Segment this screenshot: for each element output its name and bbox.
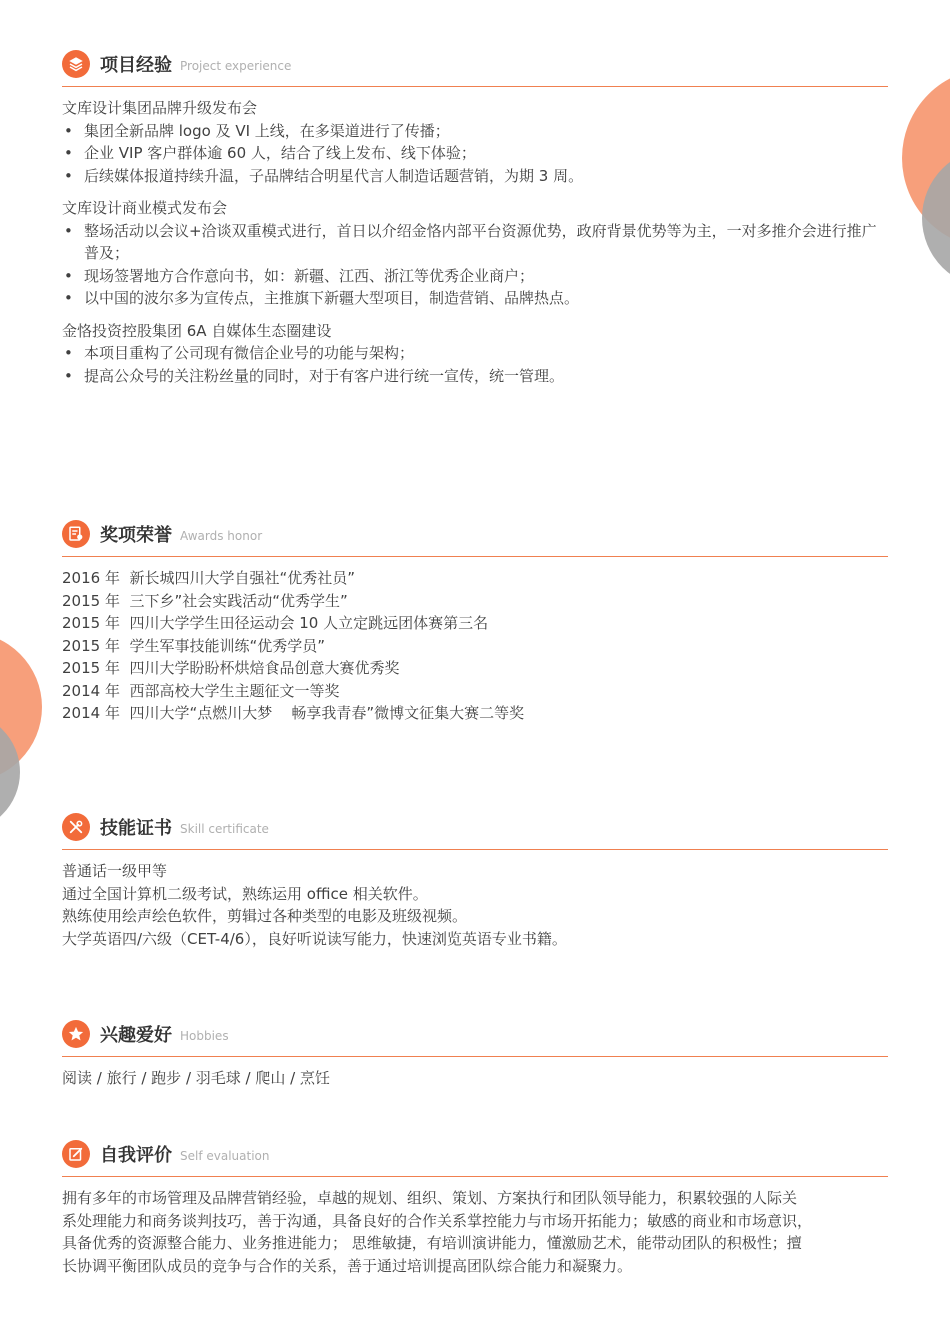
paragraph-line: 长协调平衡团队成员的竞争与合作的关系，善于通过培训提高团队综合能力和凝聚力。 bbox=[62, 1256, 633, 1275]
tools-icon bbox=[62, 813, 90, 841]
project-name: 金恪投资控股集团 6A 自媒体生态圈建设 bbox=[62, 321, 332, 340]
awards-list bbox=[62, 567, 888, 725]
section-title: 项目经验 bbox=[100, 55, 172, 76]
list-item: 2014 年 西部高校大学生主题征文一等奖 bbox=[62, 681, 340, 700]
list-item: • 整场活动以会议+洽谈双重模式进行，首日以介绍金恪内部平台资源优势，政府背景优势等为主，一对多推介会进行推广普及； bbox=[62, 220, 888, 265]
paragraph-line: 拥有多年的市场管理及品牌营销经验，卓越的规划、组织、策划、方案执行和团队领导能力，积累较强的人际关 bbox=[62, 1189, 798, 1207]
list-item: 2015 年 学生军事技能训练“优秀学员” bbox=[62, 636, 326, 655]
section-title: 技能证书 bbox=[100, 818, 172, 839]
self-evaluation-text bbox=[62, 1187, 888, 1277]
list-item: • 现场签署地方合作意向书，如：新疆、江西、浙江等优秀企业商户； bbox=[62, 265, 888, 288]
section-title: 自我评价 bbox=[100, 1145, 172, 1166]
skills-list bbox=[62, 860, 888, 950]
edit-icon bbox=[62, 1140, 90, 1168]
paragraph-line: 系处理能力和商务谈判技巧，善于沟通，具备良好的合作关系掌控能力与市场开拓能力；敏感的商业和市场意识， bbox=[62, 1211, 813, 1230]
list-item: • 企业 VIP 客户群体逾 60 人，结合了线上发布、线下体验； bbox=[62, 142, 888, 165]
list-item: 2015 年 四川大学盼盼杯烘焙食品创意大赛优秀奖 bbox=[62, 659, 400, 677]
section-subtitle: Skill certificate bbox=[180, 822, 269, 836]
list-item: 熟练使用绘声绘色软件，剪辑过各种类型的电影及班级视频。 bbox=[62, 907, 468, 925]
list-item: 2014 年 四川大学“点燃川大梦 畅享我青春”微博文征集大赛二等奖 bbox=[62, 704, 525, 722]
section-title: 兴趣爱好 bbox=[100, 1025, 172, 1046]
self-evaluation-section bbox=[62, 1138, 888, 1277]
list-item: 普通话一级甲等 bbox=[62, 862, 168, 880]
paragraph-line: 具备优秀的资源整合能力、业务推进能力； 思维敏捷，有培训演讲能力，懂激励艺术，能带动团队的积极性；擅 bbox=[62, 1234, 802, 1252]
list-item: 2016 年 新长城四川大学自强社“优秀社员” bbox=[62, 569, 356, 587]
project-experience-section bbox=[62, 48, 888, 397]
section-subtitle: Hobbies bbox=[180, 1029, 229, 1043]
list-item: • 后续媒体报道持续升温，子品牌结合明星代言人制造话题营销，为期 3 周。 bbox=[62, 165, 888, 188]
awards-section bbox=[62, 518, 888, 725]
project-list bbox=[62, 97, 888, 387]
project-item bbox=[62, 197, 888, 310]
hobbies-text: 阅读 / 旅行 / 跑步 / 羽毛球 / 爬山 / 烹饪 bbox=[62, 1069, 330, 1087]
project-name: 文库设计商业模式发布会 bbox=[62, 199, 228, 217]
hobbies-section bbox=[62, 1018, 888, 1090]
project-name: 文库设计集团品牌升级发布会 bbox=[62, 99, 258, 117]
skills-section bbox=[62, 811, 888, 950]
section-header bbox=[62, 518, 888, 557]
list-item: • 集团全新品牌 logo 及 VI 上线，在多渠道进行了传播； bbox=[62, 120, 888, 143]
list-item: 2015 年 三下乡”社会实践活动“优秀学生” bbox=[62, 591, 348, 610]
section-subtitle: Self evaluation bbox=[180, 1149, 270, 1163]
project-item bbox=[62, 320, 888, 388]
section-header bbox=[62, 1138, 888, 1177]
layers-icon bbox=[62, 50, 90, 78]
project-item bbox=[62, 97, 888, 187]
section-header bbox=[62, 48, 888, 87]
section-header bbox=[62, 811, 888, 850]
certificate-icon bbox=[62, 520, 90, 548]
section-subtitle: Project experience bbox=[180, 59, 292, 73]
section-title: 奖项荣誉 bbox=[100, 525, 172, 546]
list-item: 通过全国计算机二级考试，熟练运用 office 相关软件。 bbox=[62, 884, 428, 903]
list-item: • 以中国的波尔多为宣传点，主推旗下新疆大型项目，制造营销、品牌热点。 bbox=[62, 287, 888, 310]
list-item: • 本项目重构了公司现有微信企业号的功能与架构； bbox=[62, 342, 888, 365]
list-item: 大学英语四/六级（CET-4/6），良好听说读写能力，快速浏览英语专业书籍。 bbox=[62, 929, 567, 948]
section-header bbox=[62, 1018, 888, 1057]
list-item: • 提高公众号的关注粉丝量的同时，对于有客户进行统一宣传，统一管理。 bbox=[62, 365, 888, 388]
list-item: 2015 年 四川大学学生田径运动会 10 人立定跳远团体赛第三名 bbox=[62, 614, 489, 632]
section-subtitle: Awards honor bbox=[180, 529, 263, 543]
star-icon bbox=[62, 1020, 90, 1048]
